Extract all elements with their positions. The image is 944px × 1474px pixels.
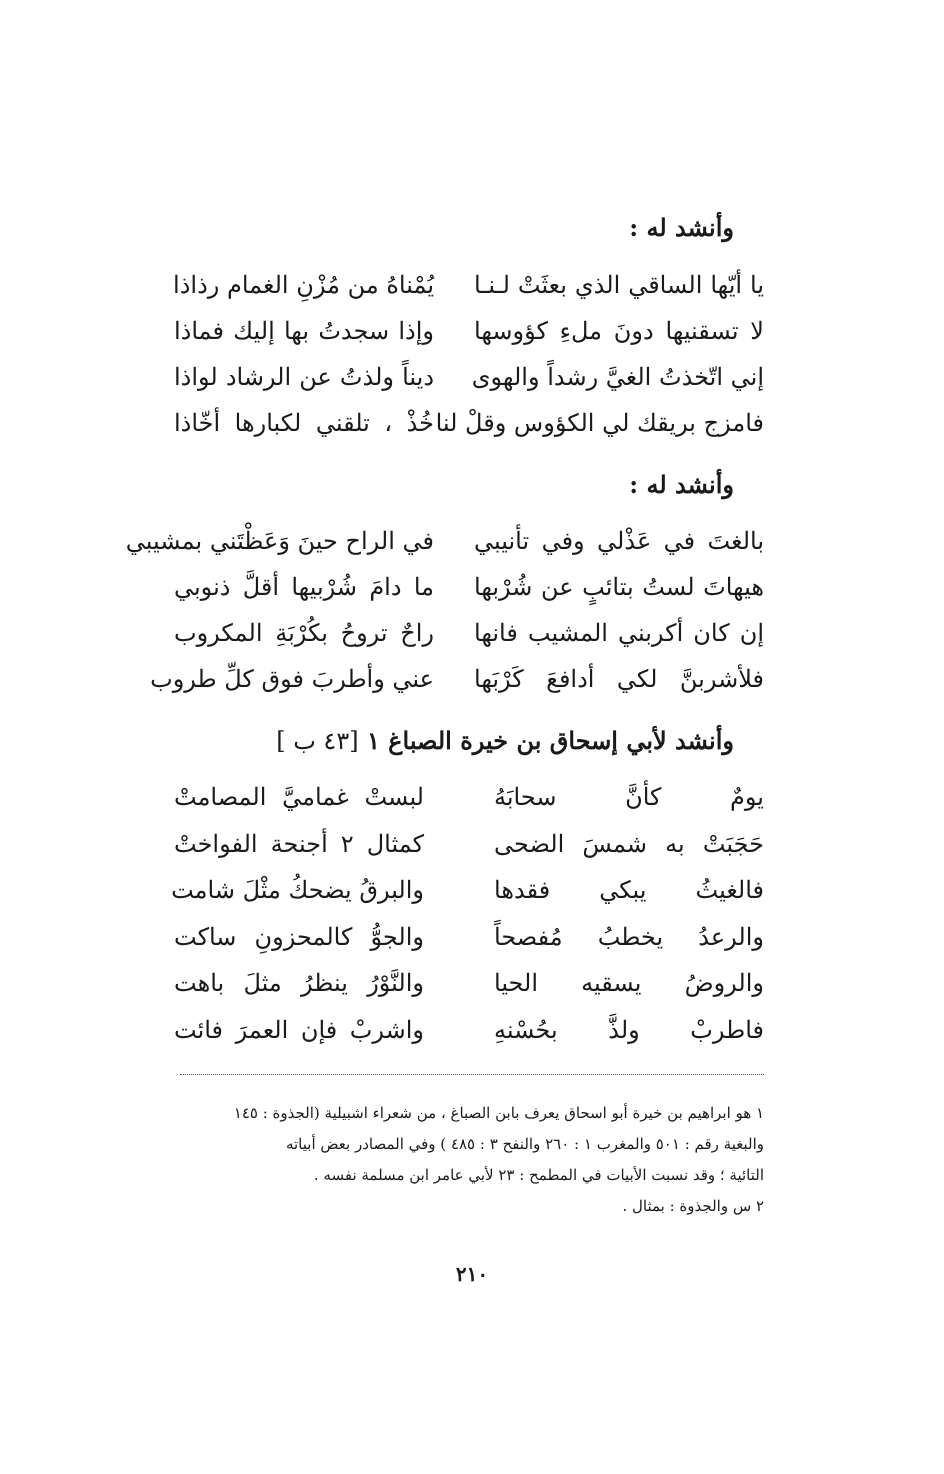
verse-second-hemistich: راحٌ تروحُ بكُرْبَةِ المكروب	[174, 619, 434, 647]
verse-line	[174, 960, 764, 1007]
verse-second-hemistich: يُمْناهُ من مُزْنِ الغمام رذاذا	[173, 271, 434, 299]
poem	[171, 774, 764, 1053]
verse-first-hemistich: فامزج بريقك لي الكؤوس وقلْ لنا	[435, 409, 764, 437]
section-heading	[629, 470, 734, 499]
footnote-line: التائية ؛ وقد نسبت الأبيات في المطمح : ٢٣ لأبي عامر ابن مسلمة نفسه .	[313, 1166, 764, 1184]
verse-first-hemistich: يومٌ كأنَّ سحابَهُ	[494, 783, 764, 811]
verse-line	[174, 774, 764, 821]
verse-second-hemistich: لبستْ غماميَّ المصامتْ	[174, 783, 424, 811]
footnote-line: ١ هو ابراهيم بن خيرة أبو اسحاق يعرف بابن الصباغ ، من شعراء اشبيلية (الجذوة : ١٤٥	[233, 1104, 764, 1122]
verse-line	[174, 564, 764, 610]
heading-text: وأنشد لأبي إسحاق بن خيرة الصباغ ١	[366, 726, 734, 755]
footnotes	[110, 1098, 764, 1222]
verse-first-hemistich: لا تسقنيها دونَ ملءِ كؤوسها	[474, 317, 764, 345]
verse-first-hemistich: فلأشربنَّ لكي أدافعَ كَرْبَها	[474, 665, 764, 693]
verse-first-hemistich: إني اتّخذتُ الغيَّ رشداً والهوى	[471, 363, 764, 391]
verse-second-hemistich: والجوُّ كالمحزونِ ساكت	[174, 922, 424, 951]
footnote-line: ٢ س والجذوة : بمثال .	[622, 1197, 764, 1215]
verse-first-hemistich: فالغيثُ يبكي فقدها	[494, 876, 764, 904]
verse-second-hemistich: في الراح حينَ وَعَظْتَني بمشيبي	[125, 527, 434, 555]
verse-first-hemistich: يا أيّها الساقي الذي بعثَتْ لـنـا	[474, 271, 764, 299]
page-number: ٢١٠	[455, 1262, 489, 1286]
manuscript-folio-ref: [٤٣ ب ]	[276, 727, 359, 755]
verse-line	[174, 1007, 764, 1054]
verse-second-hemistich: عني وأطربَ فوق كلِّ طروب	[150, 665, 434, 693]
verse-line	[174, 262, 764, 308]
section-heading	[629, 213, 734, 242]
verse-first-hemistich: والروضُ يسقيه الحيا	[494, 969, 764, 997]
verse-line	[174, 354, 764, 400]
verse-second-hemistich: كمثال ٢ أجنحة الفواختْ	[174, 829, 425, 858]
poem	[125, 518, 764, 702]
section-heading	[276, 726, 734, 755]
poem	[174, 262, 764, 446]
verse-second-hemistich: والبرقُ يضحكُ مثْلَ شامت	[171, 876, 424, 904]
verse-second-hemistich: ما دامَ شُرْبيها أقلَّ ذنوبي	[174, 573, 434, 601]
verse-line	[150, 656, 764, 702]
verse-first-hemistich: إن كان أكربني المشيب فانها	[474, 619, 764, 647]
verse-line	[174, 821, 764, 868]
verse-line	[174, 400, 764, 446]
verse-first-hemistich: هيهاتَ لستُ بتائبٍ عن شُرْبها	[474, 573, 764, 601]
verse-second-hemistich: خُذْ ، تلقني لكبارها أخّاذا	[174, 409, 434, 437]
verse-second-hemistich: وإذا سجدتُ بها إليك فماذا	[174, 317, 434, 345]
verse-first-hemistich: حَجَبَتْ به شمسَ الضحى	[494, 829, 764, 858]
verse-line	[125, 518, 764, 564]
verse-second-hemistich: والنَّوْرُ ينظرُ مثلَ باهت	[174, 969, 424, 997]
footnote-line: والبغية رقم : ٥٠١ والمغرب ١ : ٢٦٠ والنفح ٣ : ٤٨٥ ) وفي المصادر بعض أبياته	[285, 1135, 764, 1153]
verse-second-hemistich: واشربْ فإن العمرَ فائت	[174, 1015, 424, 1044]
heading-text: وأنشد له :	[629, 213, 734, 242]
verse-first-hemistich: فاطربْ ولذَّ بحُسْنهِ	[494, 1015, 764, 1044]
verse-line	[171, 867, 764, 914]
heading-text: وأنشد له :	[629, 470, 734, 499]
verse-second-hemistich: ديناً ولذتُ عن الرشاد لواذا	[174, 363, 434, 391]
verse-line	[174, 610, 764, 656]
verse-first-hemistich: بالغتَ في عَذْلي وفي تأنيبي	[474, 527, 764, 555]
footnote-divider	[180, 1074, 764, 1075]
verse-line	[174, 914, 764, 961]
verse-line	[174, 308, 764, 354]
verse-first-hemistich: والرعدُ يخطبُ مُفصحاً	[494, 922, 764, 951]
